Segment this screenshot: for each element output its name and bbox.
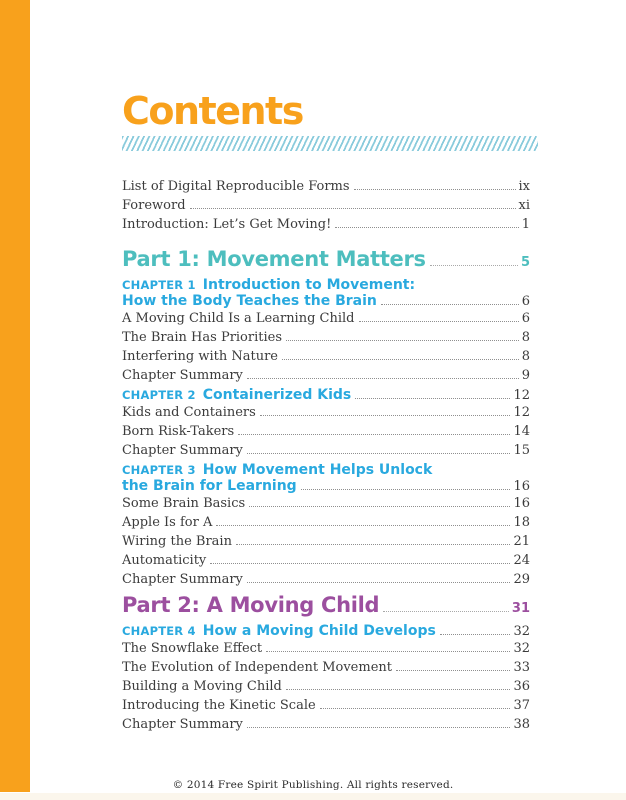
toc-entry (122, 441, 538, 460)
chapter-title: Introduction to Movement: (202, 277, 416, 293)
page-number: 12 (513, 405, 530, 420)
toc-entry (122, 347, 538, 366)
toc-entry (122, 658, 538, 677)
chapter-4-block (122, 623, 538, 734)
toc-entry (122, 494, 538, 513)
footer-copyright: © 2014 Free Spirit Publishing. All rights reserved. (172, 779, 454, 791)
page-number: 8 (521, 330, 530, 345)
hatch-stripe (122, 136, 538, 151)
chapter-3-heading-line-1 (122, 462, 538, 478)
dot-leader (238, 431, 510, 435)
part-heading-label: Part 1: Movement Matters (122, 247, 426, 271)
dot-leader (359, 318, 519, 322)
page-number: 32 (513, 641, 530, 656)
page-bottom-edge (0, 793, 626, 800)
part-heading-label: Part 2: A Moving Child (122, 593, 380, 617)
chapter-1-block (122, 277, 538, 385)
page-number: 16 (513, 496, 530, 511)
dot-leader (335, 224, 518, 228)
page-number: 1 (521, 217, 530, 232)
toc-entry (122, 177, 538, 196)
part-2-heading (122, 593, 538, 621)
page-number: 6 (521, 311, 530, 326)
page-title: Contents (122, 89, 303, 133)
toc-entry-label: Apple Is for A (122, 515, 213, 530)
chapter-label: CHAPTER 3 (122, 463, 196, 477)
page-number: 29 (513, 572, 530, 587)
toc-entry (122, 196, 538, 215)
toc-content (122, 0, 538, 734)
toc-entry-label: Chapter Summary (122, 368, 243, 383)
toc-entry-label: The Snowflake Effect (122, 641, 263, 656)
dot-leader (430, 262, 518, 266)
toc-entry (122, 366, 538, 385)
chapter-3-heading-line-2 (122, 478, 538, 494)
toc-entry-label: The Brain Has Priorities (122, 330, 283, 345)
toc-entry (122, 696, 538, 715)
toc-entry (122, 715, 538, 734)
page-number: 21 (513, 534, 530, 549)
toc-entry-label: List of Digital Reproducible Forms (122, 179, 350, 194)
toc-entry (122, 570, 538, 589)
toc-entry (122, 639, 538, 658)
toc-entry (122, 215, 538, 234)
dot-leader (210, 560, 510, 564)
dot-leader (286, 686, 511, 690)
chapter-title: the Brain for Learning (122, 478, 297, 494)
page-number: 24 (513, 553, 530, 568)
dot-leader (354, 186, 516, 190)
page-number: 37 (513, 698, 530, 713)
toc-entry-label: Chapter Summary (122, 717, 243, 732)
dot-leader (216, 522, 510, 526)
chapter-label: CHAPTER 1 (122, 278, 196, 292)
dot-leader (320, 705, 511, 709)
page-number: 15 (513, 443, 530, 458)
page-number: 9 (521, 368, 530, 383)
chapter-title: Containerized Kids (202, 387, 352, 403)
toc-entry-label: Interfering with Nature (122, 349, 278, 364)
left-accent-bar (0, 0, 30, 792)
toc-entry-label: Automaticity (122, 553, 207, 568)
toc-entry-label: Wiring the Brain (122, 534, 232, 549)
toc-entry-label: Born Risk-Takers (122, 424, 235, 439)
dot-leader (440, 631, 511, 635)
chapter-1-heading-line-2 (122, 293, 538, 309)
page-number: 38 (513, 717, 530, 732)
dot-leader (247, 724, 511, 728)
dot-leader (286, 337, 519, 341)
dot-leader (249, 503, 510, 507)
toc-entry-label: Some Brain Basics (122, 496, 246, 511)
toc-entry (122, 532, 538, 551)
dot-leader (247, 579, 511, 583)
page-number: 18 (513, 515, 530, 530)
toc-entry-label: Introducing the Kinetic Scale (122, 698, 316, 713)
toc-entry (122, 309, 538, 328)
toc-entry (122, 328, 538, 347)
page-number: 8 (521, 349, 530, 364)
dot-leader (236, 541, 510, 545)
toc-entry-label: Kids and Containers (122, 405, 256, 420)
toc-entry-label: Chapter Summary (122, 572, 243, 587)
toc-list (122, 177, 538, 734)
toc-entry (122, 677, 538, 696)
toc-entry (122, 422, 538, 441)
page-number: xi (518, 198, 530, 213)
toc-entry-label: Foreword (122, 198, 186, 213)
page-number: 5 (520, 255, 530, 270)
chapter-title: How a Moving Child Develops (202, 623, 436, 639)
chapter-1-heading-line-1 (122, 277, 538, 293)
page-number: 36 (513, 679, 530, 694)
dot-leader (301, 486, 511, 490)
toc-entry-label: The Evolution of Independent Movement (122, 660, 392, 675)
dot-leader (381, 301, 519, 305)
chapter-3-block (122, 462, 538, 589)
dot-leader (282, 356, 519, 360)
part-1-heading (122, 247, 538, 275)
toc-entry (122, 403, 538, 422)
page-number: 31 (511, 601, 530, 616)
toc-entry-label: Introduction: Let’s Get Moving! (122, 217, 332, 232)
toc-entry-label: Chapter Summary (122, 443, 243, 458)
dot-leader (396, 667, 510, 671)
chapter-2-heading (122, 387, 538, 403)
page-number: 16 (513, 479, 530, 494)
page-number: 14 (513, 424, 530, 439)
page-number: 12 (513, 388, 530, 403)
dot-leader (383, 608, 509, 612)
chapter-title: How Movement Helps Unlock (202, 462, 433, 478)
page-number: 6 (521, 294, 530, 309)
dot-leader (260, 412, 511, 416)
toc-entry (122, 513, 538, 532)
page-number: 33 (513, 660, 530, 675)
chapter-label: CHAPTER 2 (122, 388, 196, 402)
page-number: 32 (513, 624, 530, 639)
toc-entry-label: A Moving Child Is a Learning Child (122, 311, 355, 326)
chapter-label: CHAPTER 4 (122, 624, 196, 638)
chapter-title: How the Body Teaches the Brain (122, 293, 377, 309)
dot-leader (247, 375, 519, 379)
toc-entry-label: Building a Moving Child (122, 679, 282, 694)
chapter-4-heading (122, 623, 538, 639)
dot-leader (190, 205, 516, 209)
toc-entry (122, 551, 538, 570)
dot-leader (247, 450, 511, 454)
page-number: ix (518, 179, 530, 194)
dot-leader (355, 395, 510, 399)
chapter-2-block (122, 387, 538, 460)
dot-leader (266, 648, 510, 652)
